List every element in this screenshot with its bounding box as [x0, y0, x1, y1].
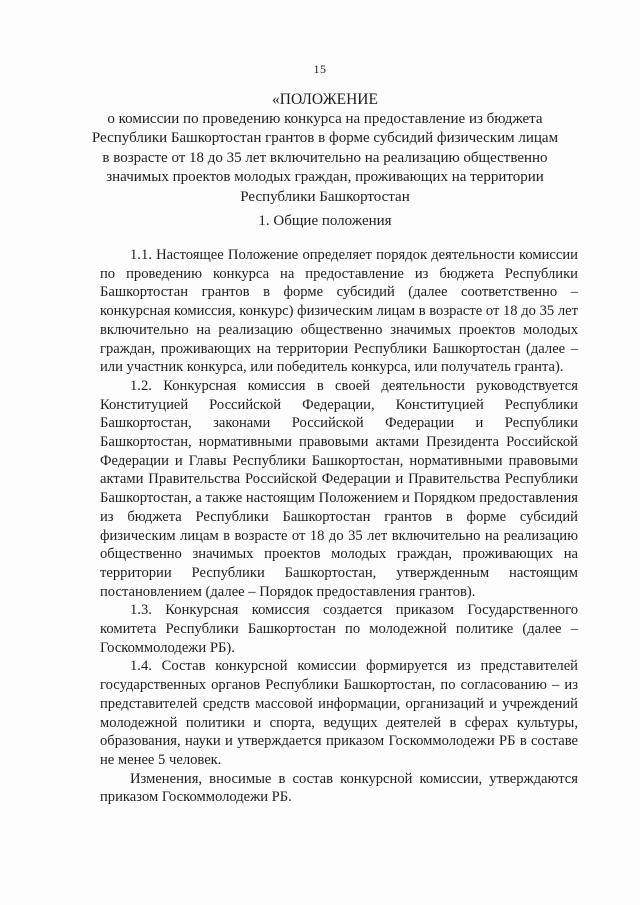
section-heading: 1. Общие положения — [258, 213, 392, 229]
document-body — [100, 246, 578, 807]
paragraph-1-1: 1.1. Настоящее Положение определяет порядок деятельности комиссии по проведению конкурса на предоставление из бюджета Республики Башкортостан грантов в форме субсидий (далее соответственно – конкурсная комиссия, конкурс) физическим лицам в возрасте от 18 до 35 лет включительно на реализацию общественно значимых проектов молодых граждан, проживающих на территории Республики Башкортостан (далее – или участник конкурса, или победитель конкурса, или получатель гранта). — [100, 247, 578, 376]
document-subtitle: о комиссии по проведению конкурса на предоставление из бюджета Республики Башкортостан грантов в форме субсидий физическим лицам в возрасте от 18 до 35 лет включительно на реализацию общественно значимых проектов молодых граждан, проживающих на территории Республики Башкортостан — [91, 110, 559, 205]
document-title: «ПОЛОЖЕНИЕ — [272, 91, 378, 108]
paragraph-1-3: 1.3. Конкурсная комиссия создается приказом Государственного комитета Республики Башкортостан по молодежной политике (далее – Госкоммолодежи РБ). — [100, 602, 578, 656]
paragraph-1-4-changes: Изменения, вносимые в состав конкурсной комиссии, утверждаются приказом Госкоммолодежи РБ. — [100, 770, 578, 806]
document-title-block — [90, 90, 560, 207]
paragraph-1-4: 1.4. Состав конкурсной комиссии формируется из представителей государственных органов Республики Башкортостан, по согласованию – из представителей средств массовой информации, организаций и учреждений молодежной политики и спорта, ведущих деятелей в сферах культуры, образования, науки и утверждается приказом Госкоммолодежи РБ в составе не менее 5 человек. — [100, 658, 578, 768]
page-number: 15 — [313, 62, 327, 76]
paragraph-1-2: 1.2. Конкурсная комиссия в своей деятельности руководствуется Конституцией Российской Федерации, Конституцией Республики Башкортостан, законами Российской Федерации и Республики Башкортостан, нормативными правовыми актами Президента Российской Федерации и Главы Республики Башкортостан, нормативными правовыми актами Правительства Российской Федерации и Правительства Республики Башкортостан, а также настоящим Положением и Порядком предоставления из бюджета Республики Башкортостан грантов в форме субсидий физическим лицам в возрасте от 18 до 35 лет включительно на реализацию общественно значимых проектов молодых граждан, проживающих на территории Республики Башкортостан, утвержденным настоящим постановлением (далее – Порядок предоставления грантов). — [100, 377, 578, 600]
